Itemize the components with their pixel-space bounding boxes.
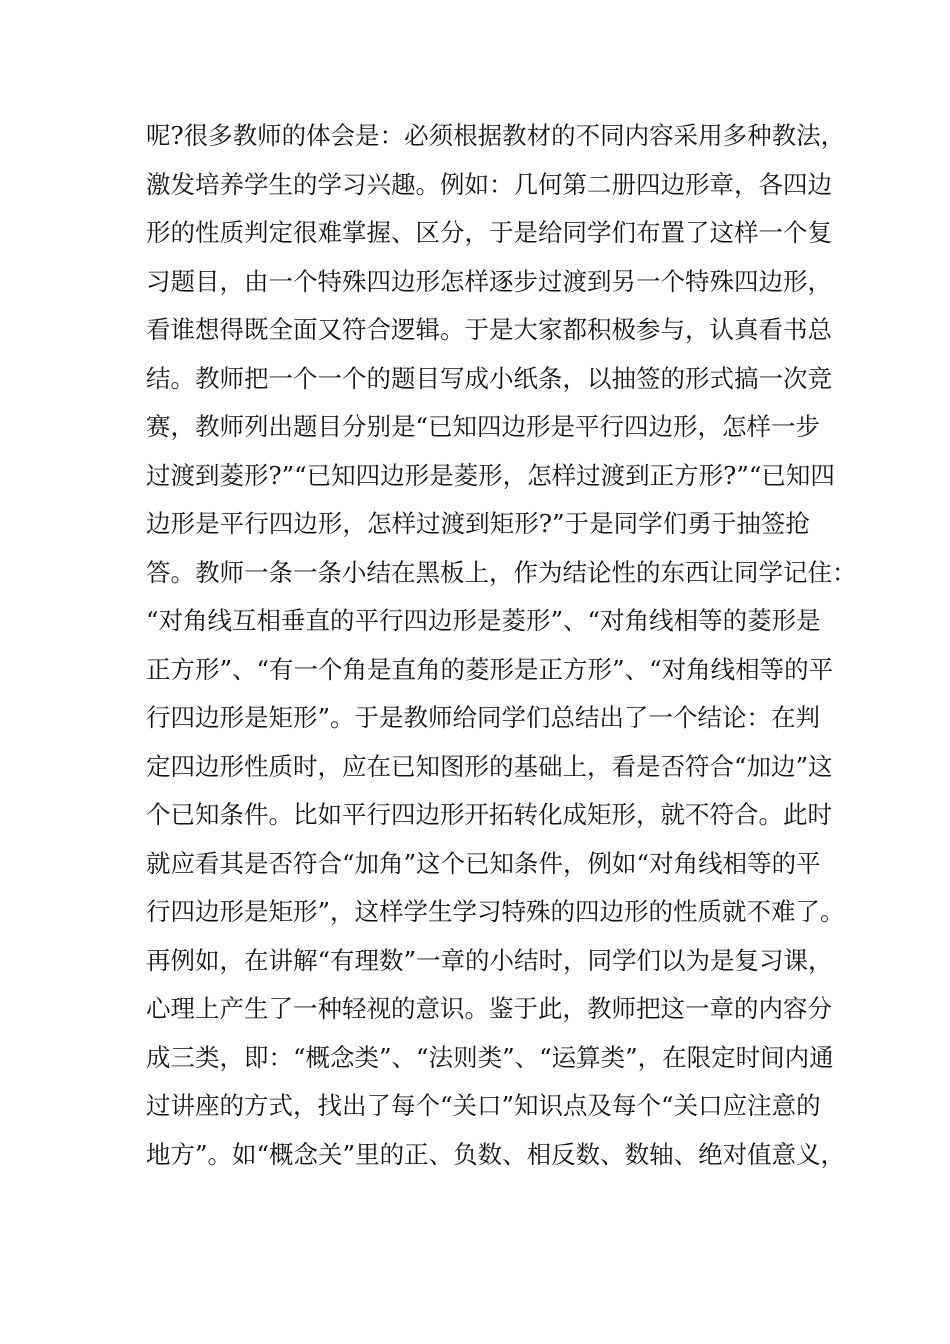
text-line: 过讲座的方式，找出了每个“关口”知识点及每个“关口应注意的 (146, 1091, 821, 1120)
text-line: “对角线互相垂直的平行四边形是菱形”、“对角线相等的菱形是 (146, 606, 821, 635)
text-line: 再例如，在讲解“有理数”一章的小结时，同学们以为是复习课， (146, 945, 833, 975)
text-line: 看谁想得既全面又符合逻辑。于是大家都积极参与，认真看书总 (146, 315, 832, 344)
text-line: 形的性质判定很难掌握、区分，于是给同学们布置了这样一个复 (146, 218, 832, 247)
text-line: 过渡到菱形?”“已知四边形是菱形，怎样过渡到正方形?”“已知四 (146, 460, 835, 490)
text-line: 边形是平行四边形，怎样过渡到矩形?”于是同学们勇于抽签抢 (146, 509, 810, 538)
text-line: 地方”。如“概念关”里的正、负数、相反数、数轴、绝对值意义， (146, 1139, 846, 1169)
text-line: 呢?很多教师的体会是：必须根据教材的不同内容采用多种教法， (146, 121, 846, 150)
text-line: 答。教师一条一条小结在黑板上，作为结论性的东西让同学记住： (146, 557, 857, 587)
text-line: 正方形”、“有一个角是直角的菱形是正方形”、“对角线相等的平 (146, 654, 834, 684)
text-line: 就应看其是否符合“加角”这个已知条件，例如“对角线相等的平 (146, 848, 821, 878)
text-line: 结。教师把一个一个的题目写成小纸条，以抽签的形式搞一次竞 (146, 363, 832, 393)
text-line: 激发培养学生的学习兴趣。例如：几何第二册四边形章，各四边 (146, 169, 832, 199)
text-line: 成三类，即：“概念类”、“法则类”、“运算类”，在限定时间内通 (146, 1042, 834, 1072)
text-line: 定四边形性质时，应在已知图形的基础上，看是否符合“加边”这 (146, 751, 833, 781)
text-line: 行四边形是矩形”，这样学生学习特殊的四边形的性质就不难了。 (146, 897, 845, 926)
text-line: 个已知条件。比如平行四边形开拓转化成矩形，就不符合。此时 (146, 800, 832, 829)
text-line: 习题目，由一个特殊四边形怎样逐步过渡到另一个特殊四边形， (146, 266, 832, 296)
body-text (146, 112, 857, 1179)
text-line: 心理上产生了一种轻视的意识。鉴于此，教师把这一章的内容分 (146, 994, 832, 1023)
text-line: 赛，教师列出题目分别是“已知四边形是平行四边形，怎样一步 (146, 412, 821, 441)
text-line: 行四边形是矩形”。于是教师给同学们总结出了一个结论：在判 (146, 703, 821, 732)
